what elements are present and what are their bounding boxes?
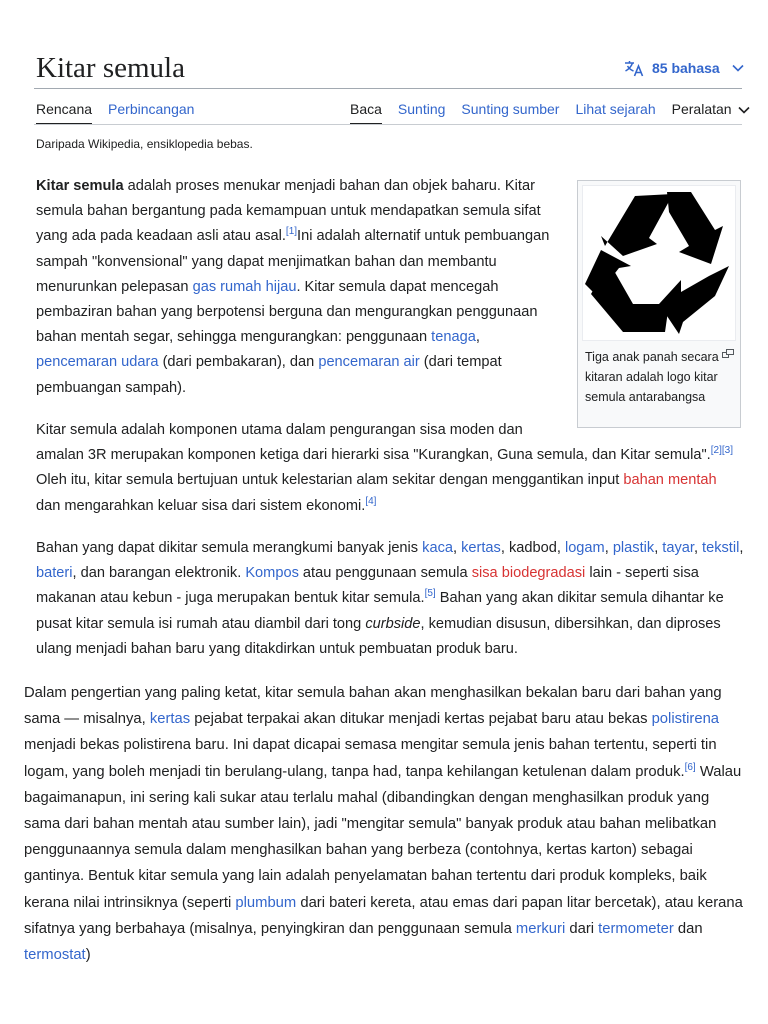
link-kertas-2[interactable]: kertas (149, 711, 191, 728)
bold-term: Kitar semula (36, 178, 124, 194)
figure-recycling-logo (577, 180, 741, 428)
link-bateri[interactable]: bateri (36, 565, 73, 582)
text: , (604, 540, 613, 556)
translate-icon (624, 59, 644, 77)
tab-read[interactable]: Baca (350, 101, 382, 117)
ref-3[interactable]: [3] (721, 445, 733, 457)
text: menjadi bekas polistirena baru. Ini dapat dicapai semasa mengitar semula jenis bahan tertentu, seperti tin logam, yang boleh menjadi tin berulang-ulang, tanpa had, tanpa kehilangan ketulenan dalam produk. (24, 737, 717, 780)
link-tayar[interactable]: tayar (662, 540, 694, 556)
text: lain - seperti sisa makanan atau kebun - juga merupakan bentuk kitar semula. (36, 565, 699, 607)
text: Kitar semula adalah komponen utama dalam pengurangan sisa moden dan amalan 3R merupakan komponen ketiga dari hierarki sisa "Kurangkan, Guna semula, dan Kitar semula". (36, 422, 711, 464)
title-divider (34, 88, 742, 89)
text: , dan barangan elektronik. (72, 565, 246, 582)
text: Ini adalah alternatif untuk pembuangan sampah "konvensional" yang dapat menjimatkan bahan dan membantu menurunkan pelepasan (36, 228, 550, 295)
text: Walau bagaimanapun, ini sering kali sukar atau terlalu mahal (dibandingkan dengan menghasilkan produk yang sama dari bahan mentah atau sumber lain), jadi "mengitar semula" banyak produk atau bahan melibatkan penggunaannya semula dalam menghasilkan bahan yang berbeza (contohnya, kertas karton) sebagai gantinya. Bentuk kitar semula yang lain adalah penyelamatan bahan tertentu dari produk kompleks, baik kerana nilai intrinsiknya (seperti (24, 763, 742, 911)
text: (dari tempat pembuangan sampah). (36, 354, 502, 396)
link-gas-rumah-hijau[interactable]: gas rumah hijau (192, 278, 297, 295)
text: , (739, 540, 744, 556)
text: (dari pembakaran), dan (158, 354, 319, 371)
text: , (475, 329, 480, 346)
link-kertas[interactable]: kertas (461, 540, 501, 556)
link-merkuri[interactable]: merkuri (515, 920, 566, 937)
tab-edit-source[interactable]: Sunting sumber (461, 101, 560, 117)
link-kaca[interactable]: kaca (422, 540, 453, 556)
text: Dalam pengertian yang paling ketat, kitar semula bahan akan menghasilkan bekalan baru dari bahan yang sama — misalnya, (24, 685, 722, 728)
text: Bahan yang akan dikitar semula dihantar ke pusat kitar semula isi rumah atau diambil dari tong (36, 590, 724, 632)
site-tagline: Daripada Wikipedia, ensiklopedia bebas. (36, 137, 253, 151)
text: atau penggunaan semula (298, 565, 472, 582)
text: , (452, 540, 462, 556)
tab-talk[interactable]: Perbincangan (108, 101, 195, 117)
tab-article[interactable]: Rencana (36, 101, 93, 117)
link-polistirena[interactable]: polistirena (651, 711, 720, 728)
link-kompos[interactable]: Kompos (245, 565, 299, 582)
ref-4[interactable]: [4] (365, 495, 377, 507)
tab-history[interactable]: Lihat sejarah (575, 101, 656, 117)
text: Oleh itu, kitar semula bertujuan untuk kelestarian alam sekitar dengan menggantikan input (36, 472, 624, 489)
link-termometer[interactable]: termometer (598, 920, 674, 937)
link-tekstil[interactable]: tekstil (702, 540, 740, 556)
ref-6[interactable]: [6] (684, 761, 696, 773)
text: dan mengarahkan keluar sisa dari sistem ekonomi. (36, 497, 366, 514)
text: Bahan yang dapat dikitar semula merangkumi banyak jenis (36, 540, 423, 556)
page-title: Kitar semula (36, 52, 185, 84)
text: , (654, 540, 663, 556)
tools-label: Peralatan (671, 101, 732, 117)
ref-2[interactable]: [2] (710, 445, 722, 457)
link-pencemaran-udara[interactable]: pencemaran udara (36, 354, 159, 371)
link-plumbum[interactable]: plumbum (235, 894, 297, 911)
namespace-tabs (36, 99, 194, 119)
text: , (693, 540, 703, 556)
link-bahan-mentah[interactable]: bahan mentah (623, 472, 717, 489)
language-button[interactable] (624, 58, 744, 78)
recycling-symbol-image[interactable] (582, 185, 736, 341)
recycling-icon (583, 186, 735, 340)
italic-term: curbside (365, 615, 421, 632)
link-plastik[interactable]: plastik (612, 540, 655, 556)
link-termostat[interactable]: termostat (24, 947, 86, 964)
paragraph-2 (36, 418, 742, 519)
text: , kadbod, (500, 540, 565, 556)
tools-menu[interactable] (672, 99, 750, 119)
text: adalah proses menukar menjadi bahan dan objek baharu. Kitar semula bahan bergantung pada kemampuan untuk mendapatkan semula sifat yang ada pada keadaan asli atau asal. (36, 178, 541, 245)
paragraph-1 (36, 174, 560, 401)
chevron-down-icon (732, 64, 744, 72)
link-sisa-biodegradasi[interactable]: sisa biodegradasi (471, 565, 586, 582)
figure-caption: Tiga anak panah secara kitaran adalah logo kitar semula antarabangsa (585, 350, 719, 404)
ref-5[interactable]: [5] (424, 588, 436, 600)
text: dari (565, 920, 599, 937)
paragraph-3 (36, 536, 744, 662)
ref-1[interactable]: [1] (285, 226, 298, 238)
tabs-divider (34, 124, 742, 125)
view-tabs (350, 99, 750, 119)
text: , kemudian disusun, dibersihkan, dan diproses ulang menjadi bahan baru yang ditakdirkan untuk pembuatan produk baru. (36, 615, 721, 657)
text: dan (673, 920, 703, 937)
tab-edit[interactable]: Sunting (397, 101, 446, 117)
language-count: 85 bahasa (652, 60, 720, 76)
text: pejabat terpakai akan ditukar menjadi kertas pejabat baru atau bekas (190, 711, 652, 728)
link-tenaga[interactable]: tenaga (431, 329, 476, 346)
link-logam[interactable]: logam (564, 540, 605, 556)
text: ) (85, 947, 91, 964)
text: . Kitar semula dapat mencegah pembaziran bahan yang berpotensi berguna dan mengurangkan penggunaan bahan mentah segar, sehingga mengurangkan: penggunaan (36, 278, 538, 346)
paragraph-4 (24, 680, 748, 968)
chevron-down-icon (738, 99, 750, 119)
text: dari bateri kereta, atau emas dari papan litar bercetak), atau kerana sifatnya yang berbahaya (misalnya, penyingkiran dan penggunaan semula (24, 894, 743, 937)
link-pencemaran-air[interactable]: pencemaran air (318, 354, 420, 371)
